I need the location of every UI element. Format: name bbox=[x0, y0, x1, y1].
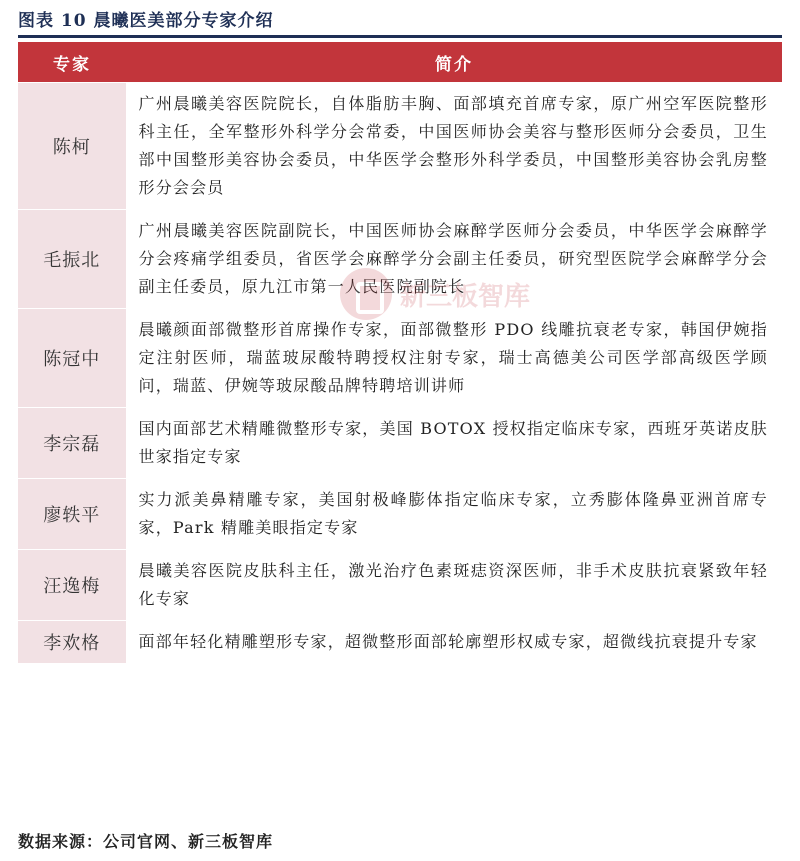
expert-name: 汪逸梅 bbox=[18, 550, 126, 621]
table-header-row bbox=[18, 42, 782, 83]
expert-intro: 实力派美鼻精雕专家，美国射极峰膨体指定临床专家，立秀膨体隆鼻亚洲首席专家，Park 精雕美眼指定专家 bbox=[126, 479, 782, 550]
table-row bbox=[18, 408, 782, 479]
expert-name: 陈柯 bbox=[18, 83, 126, 210]
expert-intro: 晨曦美容医院皮肤科主任，激光治疗色素斑痣资深医师，非手术皮肤抗衰紧致年轻化专家 bbox=[126, 550, 782, 621]
caption-rule bbox=[18, 35, 782, 38]
expert-name: 毛振北 bbox=[18, 210, 126, 309]
figure-caption: 图表 10 晨曦医美部分专家介绍 bbox=[18, 11, 274, 31]
table-row bbox=[18, 621, 782, 664]
expert-intro: 国内面部艺术精雕微整形专家，美国 BOTOX 授权指定临床专家，西班牙英诺皮肤世家指定专家 bbox=[126, 408, 782, 479]
expert-intro: 广州晨曦美容医院副院长，中国医师协会麻醉学医师分会委员，中华医学会麻醉学分会疼痛学组委员，省医学会麻醉学分会副主任委员，研究型医院学会麻醉学分会副主任委员，原九江市第一人民医院副院长 bbox=[126, 210, 782, 309]
expert-table bbox=[18, 42, 782, 664]
header-intro: 简介 bbox=[126, 42, 782, 83]
source-note: 数据来源：公司官网、新三板智库 bbox=[18, 832, 274, 851]
expert-name: 李欢格 bbox=[18, 621, 126, 664]
expert-intro: 面部年轻化精雕塑形专家，超微整形面部轮廓塑形权威专家，超微线抗衰提升专家 bbox=[126, 621, 782, 664]
expert-intro: 晨曦颜面部微整形首席操作专家，面部微整形 PDO 线雕抗衰老专家，韩国伊婉指定注射医师，瑞蓝玻尿酸特聘授权注射专家，瑞士高德美公司医学部高级医学顾问，瑞蓝、伊婉等玻尿酸品牌特聘培训讲师 bbox=[126, 309, 782, 408]
table-row bbox=[18, 550, 782, 621]
header-expert: 专家 bbox=[18, 42, 126, 83]
table-row bbox=[18, 83, 782, 210]
expert-name: 廖轶平 bbox=[18, 479, 126, 550]
table-row bbox=[18, 479, 782, 550]
expert-name: 陈冠中 bbox=[18, 309, 126, 408]
expert-name: 李宗磊 bbox=[18, 408, 126, 479]
expert-intro: 广州晨曦美容医院院长，自体脂肪丰胸、面部填充首席专家，原广州空军医院整形科主任，全军整形外科学分会常委，中国医师协会美容与整形医师分会委员，卫生部中国整形美容协会委员，中华医学会整形外科学委员，中国整形美容协会乳房整形分会会员 bbox=[126, 83, 782, 210]
table-row bbox=[18, 309, 782, 408]
table-row bbox=[18, 210, 782, 309]
